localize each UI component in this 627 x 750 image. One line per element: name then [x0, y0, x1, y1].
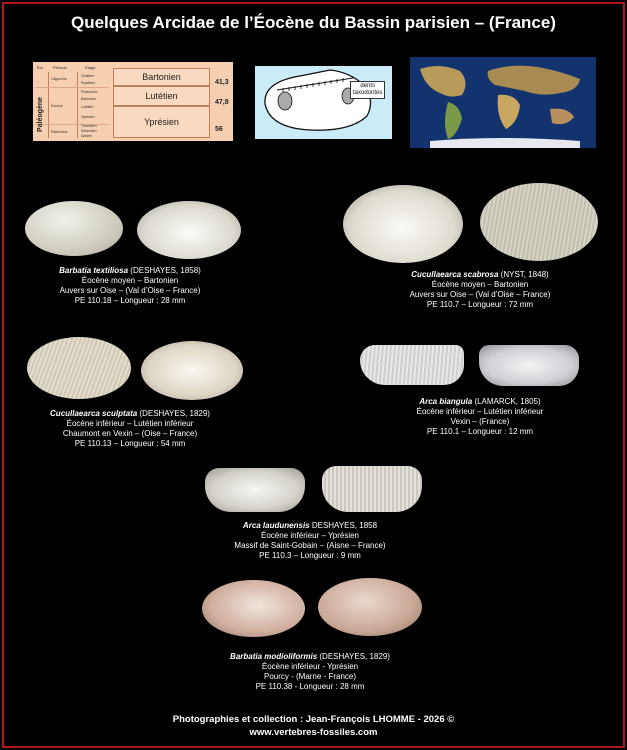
shell-photo-barbatia-modioliformis-exterior [318, 578, 422, 636]
caption-line: Pourcy - (Marne - France) [263, 672, 357, 681]
strat-small-stage: Bartonien [81, 97, 96, 101]
shell-photo-cucullaearca-sculptata-exterior [27, 337, 131, 399]
caption-line: Auvers sur Oise – (Val d’Oise – France) [59, 286, 201, 295]
strat-small-stage: Rupélien [81, 81, 95, 85]
species-author: DESHAYES, 1858 [309, 521, 378, 530]
strat-small-stage: Chattien [81, 74, 95, 78]
species-name: Cucullaearca scabrosa [411, 270, 499, 279]
species-author: (DESHAYES, 1829) [317, 652, 390, 661]
species-name: Cucullaearca sculptata [50, 409, 138, 418]
shell-photo-arca-biangula-exterior [360, 345, 464, 385]
strat-epoch: Oligocène [51, 77, 67, 81]
caption-line: Chaumont en Vexin – (Oise – France) [62, 429, 198, 438]
shell-photo-arca-biangula-interior [479, 345, 579, 386]
diagram-label-line1: dents [360, 83, 376, 89]
species-name: Arca laudunensis [242, 521, 310, 530]
website-link[interactable]: www.vertebres-fossiles.com [249, 727, 378, 738]
strat-small-stage: Thanétien [81, 124, 97, 128]
shell-photo-cucullaearca-sculptata-interior [141, 341, 243, 400]
caption-cucullaearca-scabrosa [370, 270, 590, 310]
age-label: 47,8 [215, 99, 229, 106]
strat-era-label: Paléogène [37, 96, 44, 132]
strat-small-stage: Yprésien [81, 115, 95, 119]
caption-line: Auvers sur Oise – (Val d’Oise – France) [409, 290, 551, 299]
species-name: Barbatia modioliformis [230, 652, 318, 661]
strat-small-stage: Danien [81, 134, 93, 138]
caption-line: Éocène moyen – Bartonien [431, 280, 529, 289]
caption-line: PE 110.1 – Longueur : 12 mm [426, 427, 534, 436]
age-label: 41,3 [215, 79, 229, 86]
caption-line: PE 110.3 – Longueur : 9 mm [259, 551, 361, 560]
species-author: (LAMARCK, 1805) [472, 397, 541, 406]
taxodont-teeth-diagram [255, 66, 392, 139]
strat-header-era: Ère [37, 65, 44, 70]
paleogeographic-map [410, 57, 596, 148]
strat-divider [35, 87, 109, 88]
diagram-label-line2: taxodontes [353, 90, 383, 96]
caption-line: PE 110.13 – Longueur : 54 mm [74, 439, 186, 448]
photo-credit: Photographies et collection : Jean-François LHOMME - 2026 © [172, 714, 455, 725]
species-author: (NYST, 1848) [498, 270, 549, 279]
strat-epoch: Éocène [51, 104, 63, 108]
species-name: Arca biangula [419, 397, 473, 406]
strat-divider [48, 72, 49, 138]
shell-photo-arca-laudunensis-interior [205, 468, 305, 512]
strat-small-stage: Priabonien [81, 90, 98, 94]
shell-photo-barbatia-textiliosa-exterior [25, 201, 123, 256]
strat-small-stage: Sélandien [81, 129, 97, 133]
caption-arca-biangula [370, 397, 590, 437]
shell-photo-barbatia-modioliformis-interior [202, 580, 305, 637]
strat-small-stage: Lutétien [81, 105, 94, 109]
species-author: (DESHAYES, 1829) [137, 409, 210, 418]
shell-outline-drawing [255, 66, 392, 139]
caption-line: Massif de Saint-Gobain – (Aisne – France) [234, 541, 386, 550]
caption-line: PE 110.38 - Longueur : 28 mm [255, 682, 365, 691]
caption-line: Vexin – (France) [450, 417, 510, 426]
caption-line: PE 110.18 – Longueur : 28 mm [74, 296, 186, 305]
caption-line: Éocène inférieur – Yprésien [261, 531, 359, 540]
caption-barbatia-modioliformis [200, 652, 420, 692]
caption-line: PE 110.7 – Longueur : 72 mm [426, 300, 534, 309]
shell-photo-arca-laudunensis-exterior [322, 466, 422, 512]
caption-line: Éocène moyen – Bartonien [81, 276, 179, 285]
world-map-drawing [410, 57, 596, 148]
strat-header-period: Période [53, 65, 67, 70]
strat-divider [77, 72, 78, 138]
caption-line: Éocène inférieur – Lutétien inférieur [416, 407, 544, 416]
strat-divider [35, 124, 109, 125]
page-title: Quelques Arcidae de l’Éocène du Bassin parisien – (France) [71, 13, 556, 32]
caption-arca-laudunensis [200, 521, 420, 561]
stratigraphy-chart [33, 62, 233, 141]
caption-line: Éocène inférieur – Lutétien inférieur [66, 419, 194, 428]
caption-barbatia-textiliosa [30, 266, 230, 306]
stage-box-lutetien: Lutétien [113, 86, 210, 106]
stage-box-bartonien: Bartonien [113, 68, 210, 86]
shell-photo-cucullaearca-scabrosa-interior [343, 185, 463, 263]
stage-box-ypresien: Yprésien [113, 106, 210, 138]
strat-header-stage: Étage [85, 65, 96, 70]
caption-cucullaearca-sculptata [30, 409, 230, 449]
strat-epoch: Paléocène [51, 130, 68, 134]
species-author: (DESHAYES, 1858) [128, 266, 201, 275]
shell-photo-barbatia-textiliosa-interior [137, 201, 241, 259]
species-name: Barbatia textiliosa [59, 266, 129, 275]
age-label: 56 [215, 126, 223, 133]
caption-line: Éocène inférieur - Yprésien [261, 662, 359, 671]
diagram-label [350, 81, 385, 99]
shell-photo-cucullaearca-scabrosa-exterior [480, 183, 598, 261]
